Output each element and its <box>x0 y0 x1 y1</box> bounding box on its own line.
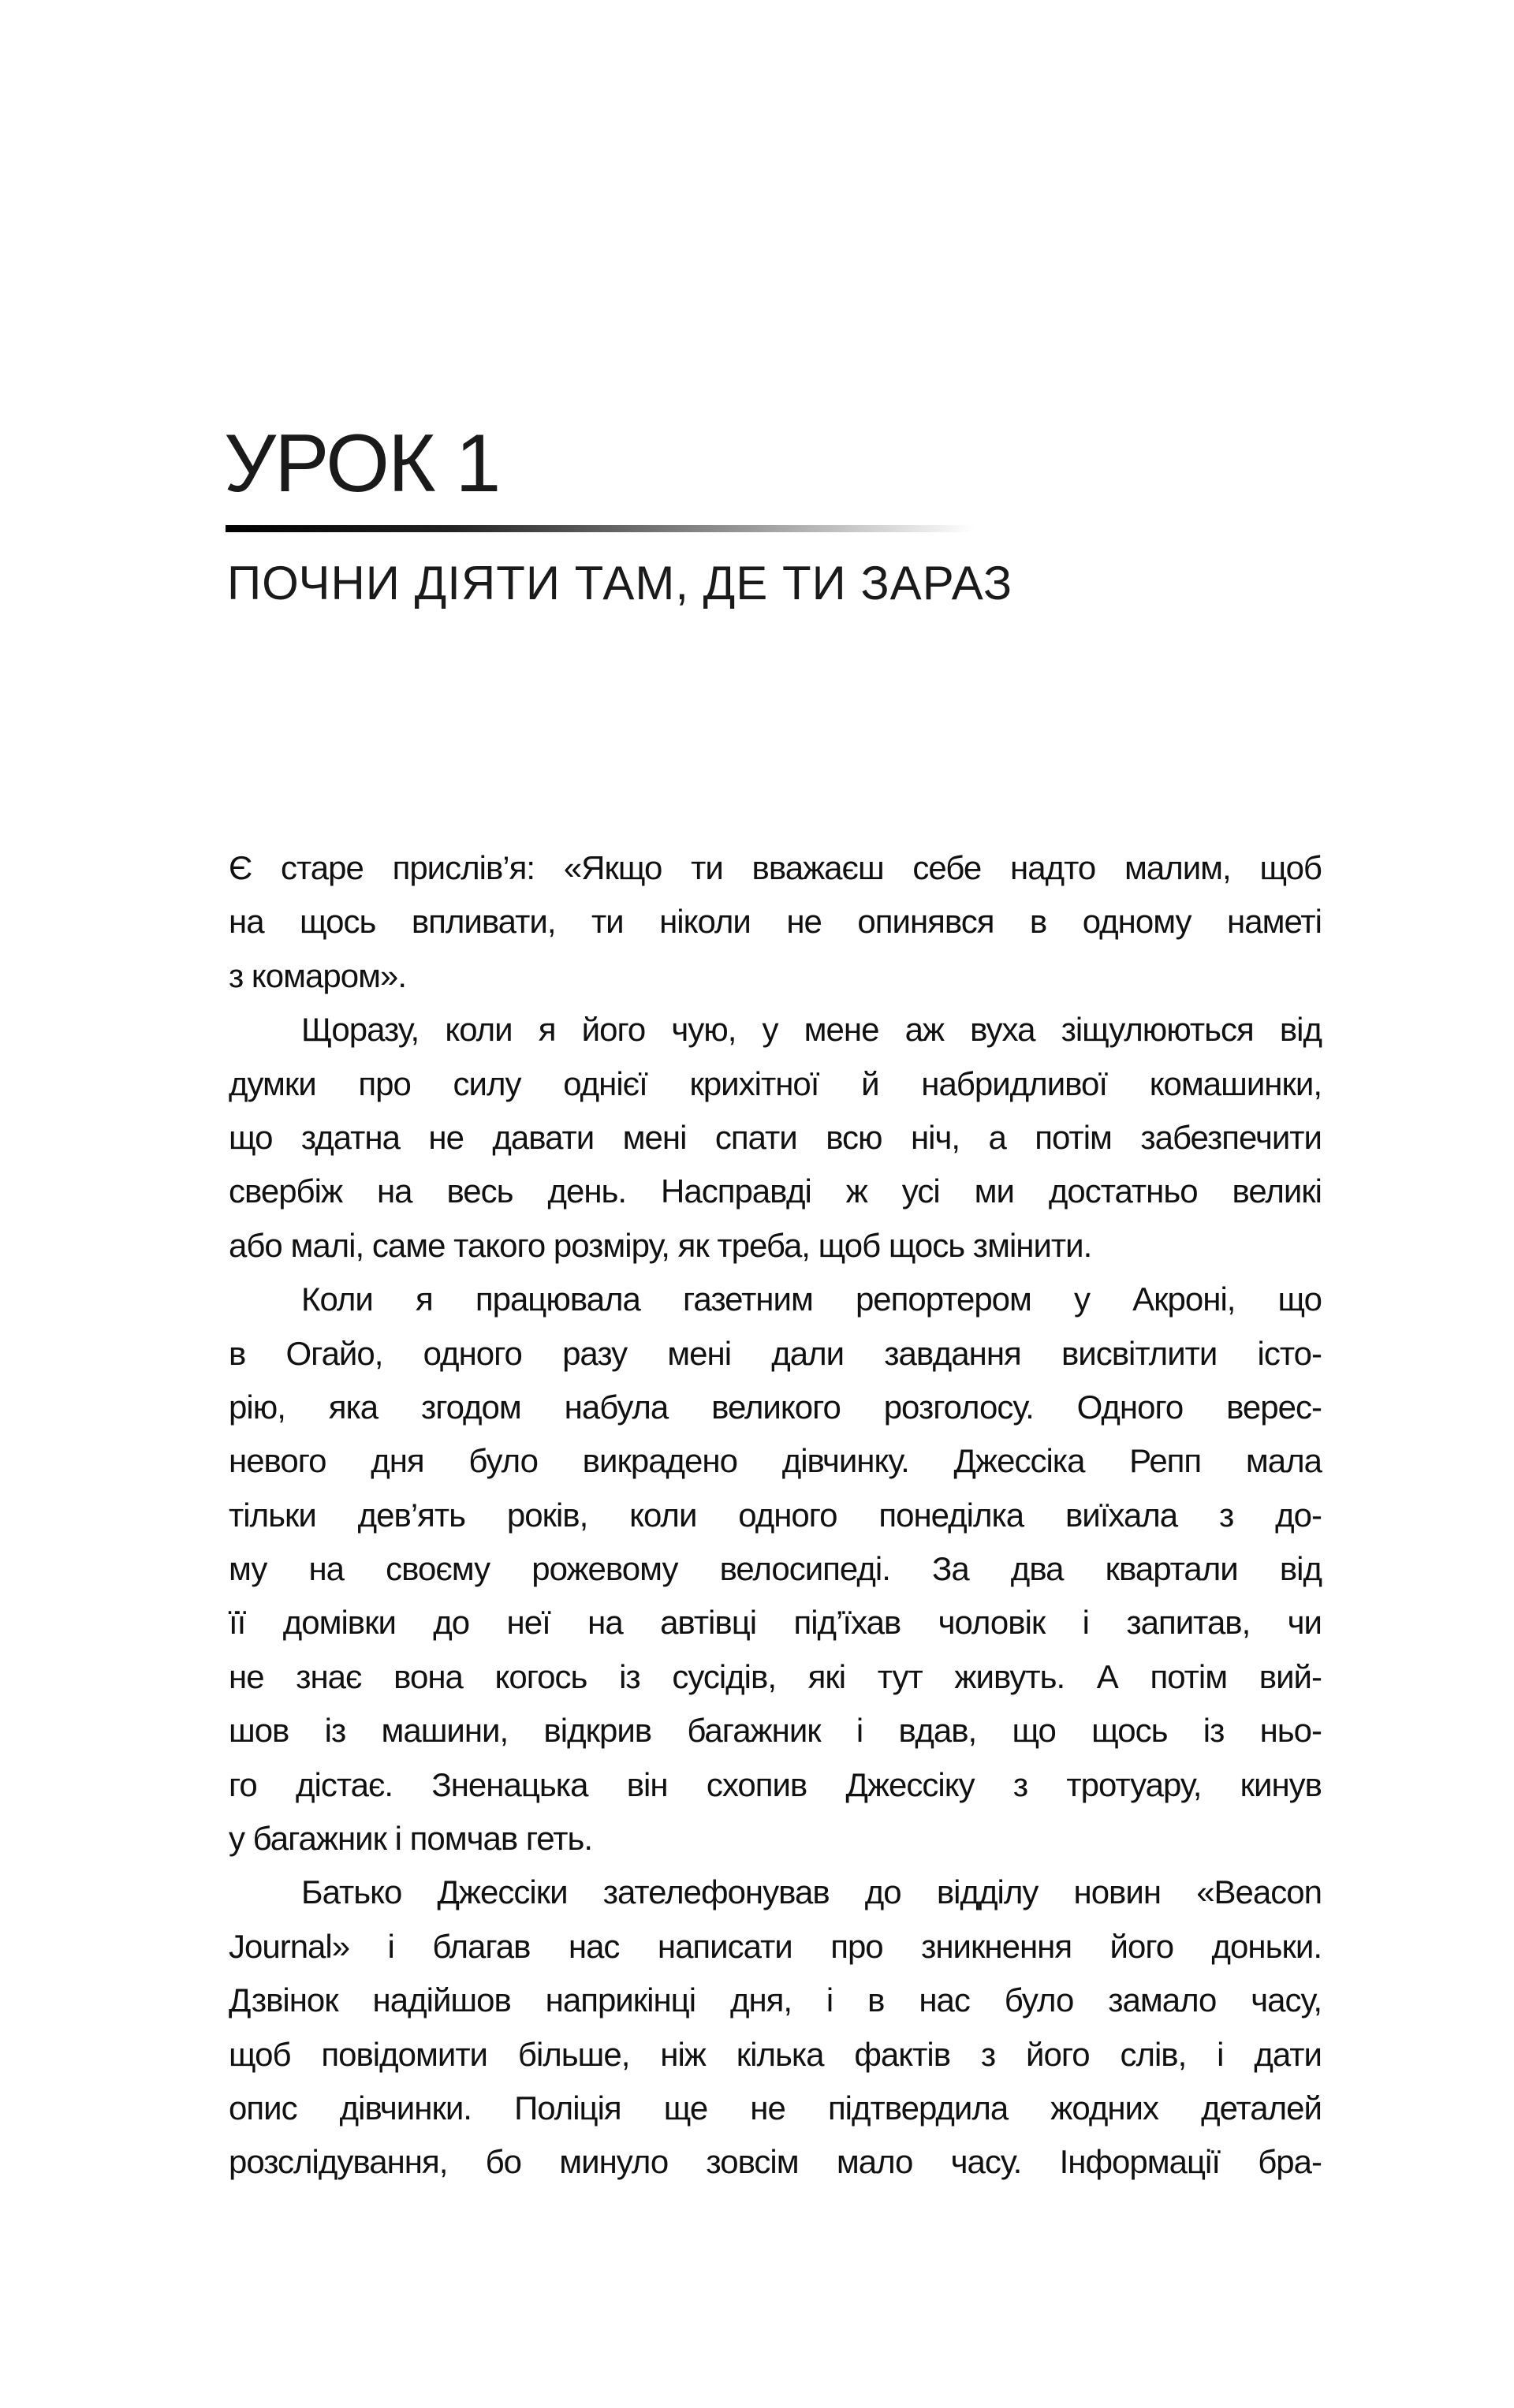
text-line: невого дня було викрадено дівчинку. Джессіка Репп мала <box>229 1442 1322 1480</box>
text-line: в Огайо, одного разу мені дали завдання висвітлити істо- <box>229 1334 1322 1372</box>
text-line: Батько Джессіки зателефонував до відділу новин «Beacon <box>301 1873 1322 1911</box>
paragraph <box>229 1273 1322 1866</box>
text-line: Є старе прислів’я: «Якщо ти вважаєш себе надто малим, щоб <box>229 849 1322 886</box>
text-line: на щось впливати, ти ніколи не опинявся в одному наметі <box>229 903 1322 941</box>
text-line: го дістає. Зненацька він схопив Джессіку з тротуару, кинув <box>229 1765 1322 1803</box>
text-line: тільки дев’ять років, коли одного понеділка виїхала з до- <box>229 1496 1322 1534</box>
text-line: свербіж на весь день. Насправді ж усі ми достатньо великі <box>229 1172 1322 1210</box>
text-line: му на своєму рожевому велосипеді. За два квартали від <box>229 1550 1322 1588</box>
text-line: розслідування, бо минуло зовсім мало часу. Інформації бра- <box>229 2143 1322 2181</box>
text-line: думки про силу однієї крихітної й набридливої комашинки, <box>229 1064 1322 1102</box>
text-line: шов із машини, відкрив багажник і вдав, що щось із ньо- <box>229 1712 1322 1750</box>
text-line: Щоразу, коли я його чую, у мене аж вуха зіщулюються від <box>301 1011 1322 1049</box>
paragraph <box>229 1003 1322 1273</box>
text-line: щоб повідомити більше, ніж кілька фактів з його слів, і дати <box>229 2035 1322 2073</box>
title-divider <box>226 525 975 532</box>
text-line: з комаром». <box>229 956 406 994</box>
text-line: рію, яка згодом набула великого розголосу. Одного верес- <box>229 1388 1322 1426</box>
text-line: не знає вона когось із сусідів, які тут живуть. А потім вий- <box>229 1657 1322 1695</box>
text-line: що здатна не давати мені спати всю ніч, а потім забезпечити <box>229 1118 1322 1156</box>
paragraph <box>229 1866 1322 2189</box>
paragraph <box>229 841 1322 1003</box>
text-line: або малі, саме такого розміру, як треба, щоб щось змінити. <box>229 1226 1092 1264</box>
text-line: Journal» і благав нас написати про зникнення його доньки. <box>229 1927 1322 1965</box>
text-line: Дзвінок надійшов наприкінці дня, і в нас було замало часу, <box>229 1981 1322 2019</box>
chapter-title: УРОК 1 <box>224 418 500 509</box>
chapter-subtitle: ПОЧНИ ДІЯТИ ТАМ, ДЕ ТИ ЗАРАЗ <box>227 557 1013 609</box>
text-line: Коли я працювала газетним репортером у Акроні, що <box>301 1280 1322 1318</box>
text-line: її домівки до неї на автівці під’їхав чоловік і запитав, чи <box>229 1604 1322 1642</box>
text-line: опис дівчинки. Поліція ще не підтвердила жодних деталей <box>229 2089 1322 2127</box>
body-text <box>229 841 1322 2190</box>
text-line: у багажник і помчав геть. <box>229 1820 593 1858</box>
